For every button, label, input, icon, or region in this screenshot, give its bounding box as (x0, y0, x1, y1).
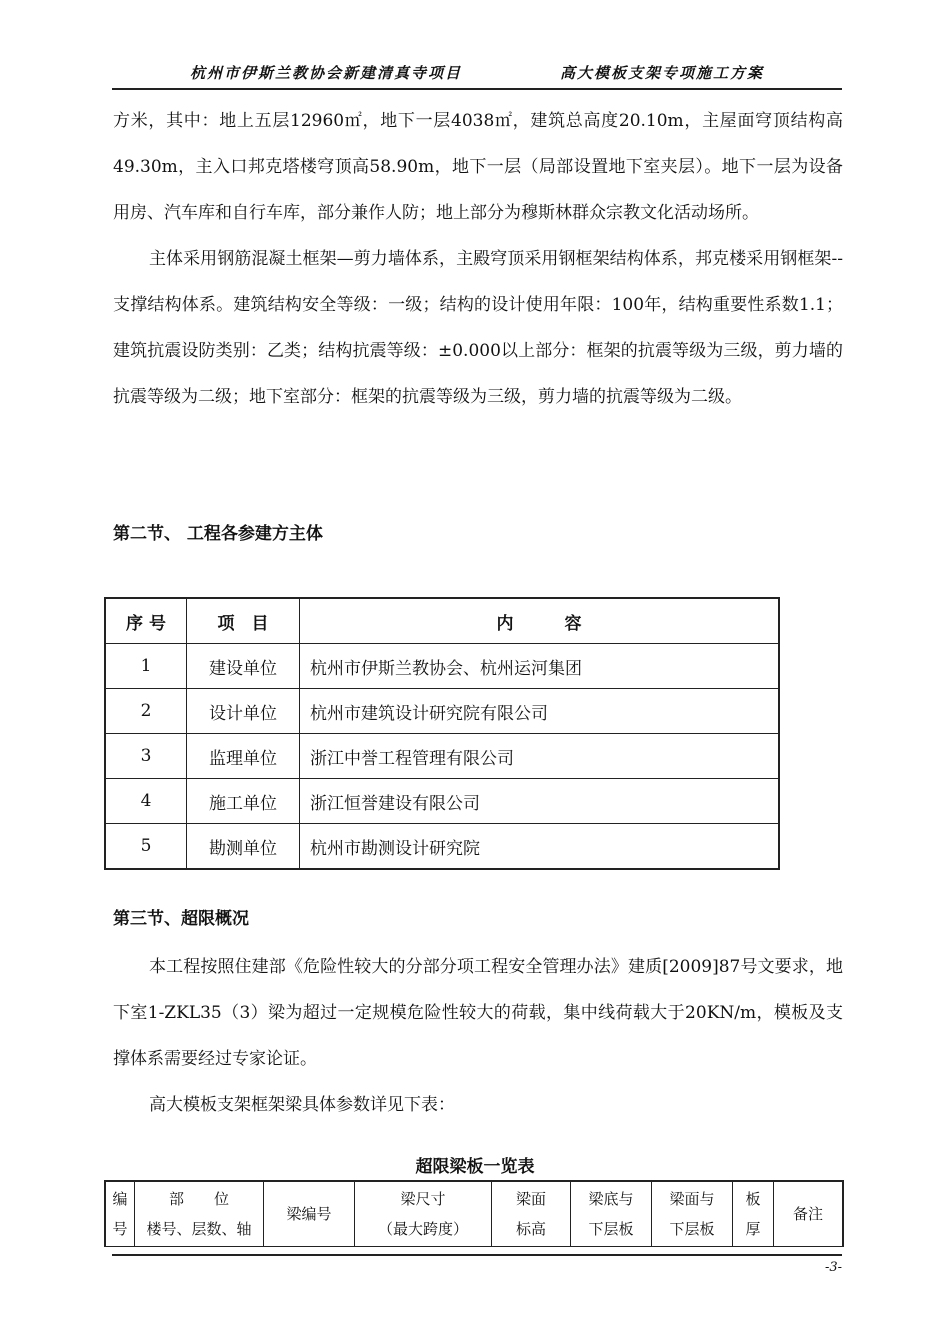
cell-item: 施工单位 (187, 779, 300, 824)
paragraph-block-1 (113, 98, 843, 420)
cell-no: 5 (105, 824, 187, 870)
page-number: -3- (112, 1254, 842, 1275)
cell-item: 建设单位 (187, 644, 300, 689)
paragraph-structure-system: 主体采用钢筋混凝土框架—剪力墙体系，主殿穹顶采用钢框架结构体系，邦克楼采用钢框架--支撑结构体系。建筑结构安全等级：一级；结构的设计使用年限：100年，结构重要性系数1.1；建筑抗震设防类别：乙类；结构抗震等级：±0.000以上部分：框架的抗震等级为三级，剪力墙的抗震等级为二级；地下室部分：框架的抗震等级为三级，剪力墙的抗震等级为二级。 (113, 249, 843, 407)
paragraph-table-intro: 高大模板支架框架梁具体参数详见下表： (149, 1095, 455, 1115)
cell-content: 浙江中誉工程管理有限公司 (300, 734, 780, 779)
header-cell-bottom-to-slab: 梁底与 下层板 (571, 1181, 652, 1247)
paragraph-regulation: 本工程按照住建部《危险性较大的分部分项工程安全管理办法》建质[2009]87号文要求，地下室1-ZKL35（3）梁为超过一定规模危险性较大的荷载，集中线荷载大于20KN/m，模板及支撑体系需要经过专家论证。 (113, 957, 843, 1069)
paragraph-building-area: 方米，其中：地上五层12960㎡，地下一层4038㎡，建筑总高度20.10m，主屋面穹顶结构高49.30m，主入口邦克塔楼穹顶高58.90m，地下一层（局部设置地下室夹层）。地下一层为设备用房、汽车库和自行车库，部分兼作人防；地上部分为穆斯林群众宗教文化活动场所。 (113, 111, 843, 223)
header-cell-item: 项 目 (187, 598, 300, 644)
table-caption: 超限梁板一览表 (415, 1157, 535, 1177)
cell-item: 勘测单位 (187, 824, 300, 870)
header-cell-beam-size: 梁尺寸 （最大跨度） (355, 1181, 492, 1247)
header-document-title: 高大模板支架专项施工方案 (560, 64, 765, 82)
cell-content: 杭州市勘测设计研究院 (300, 824, 780, 870)
cell-no: 2 (105, 689, 187, 734)
cell-no: 1 (105, 644, 187, 689)
header-cell-remark: 备注 (774, 1181, 844, 1247)
table-header-row (105, 598, 779, 644)
table-row (105, 824, 779, 870)
participants-table (104, 597, 780, 870)
cell-item: 设计单位 (187, 689, 300, 734)
cell-item: 监理单位 (187, 734, 300, 779)
table-row (105, 689, 779, 734)
header-cell-thickness: 板 厚 (733, 1181, 774, 1247)
cell-no: 4 (105, 779, 187, 824)
cell-content: 杭州市伊斯兰教协会、杭州运河集团 (300, 644, 780, 689)
header-cell-content: 内 容 (300, 598, 780, 644)
cell-content: 杭州市建筑设计研究院有限公司 (300, 689, 780, 734)
overlimit-beam-table (104, 1180, 844, 1247)
header-cell-beam-no: 梁编号 (264, 1181, 355, 1247)
cell-content: 浙江恒誉建设有限公司 (300, 779, 780, 824)
table-row (105, 734, 779, 779)
header-project-title: 杭州市伊斯兰教协会新建清真寺项目 (190, 64, 463, 82)
header-cell-elevation: 梁面 标高 (492, 1181, 571, 1247)
header-cell-top-to-slab: 梁面与 下层板 (652, 1181, 733, 1247)
section-title-overlimit: 第三节、超限概况 (113, 909, 249, 929)
section-title-participants: 第二节、 工程各参建方主体 (113, 524, 323, 544)
table-row (105, 644, 779, 689)
page-header (112, 58, 842, 90)
header-cell-no: 序 号 (105, 598, 187, 644)
cell-no: 3 (105, 734, 187, 779)
table-header-row (105, 1181, 843, 1247)
header-cell-no: 编 号 (105, 1181, 135, 1247)
table-row (105, 779, 779, 824)
header-cell-location: 部 位 楼号、层数、轴 (135, 1181, 264, 1247)
paragraph-block-2 (113, 944, 843, 1128)
